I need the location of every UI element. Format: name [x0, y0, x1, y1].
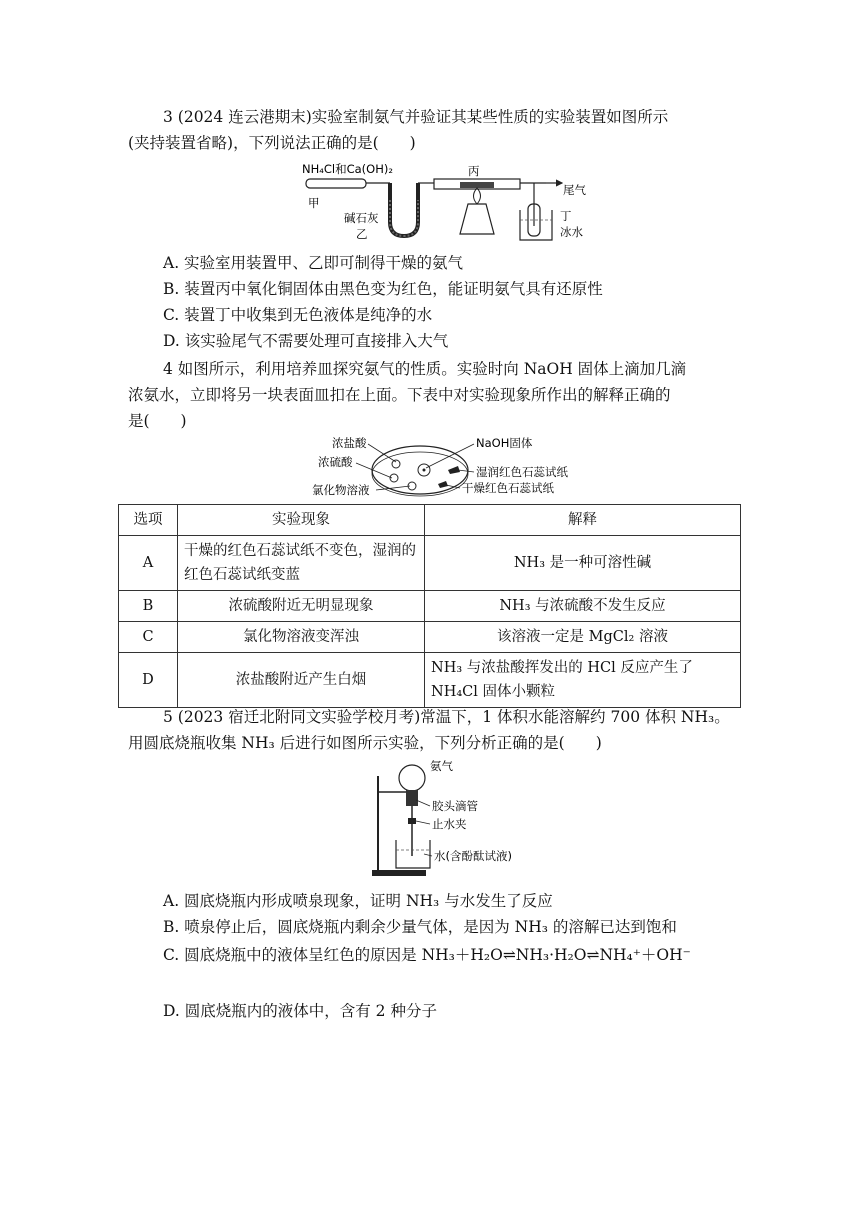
q4-label-naoh: NaOH固体 [476, 436, 533, 450]
q3-label-reagent: NH₄Cl和Ca(OH)₂ [302, 162, 393, 176]
q3-label-ding: 丁 [560, 209, 572, 223]
row-phenomenon: 浓盐酸附近产生白烟 [178, 653, 425, 708]
q3-apparatus-diagram [298, 160, 618, 246]
q5-label-water: 水(含酚酞试液) [434, 849, 512, 863]
q5-stem-line1: 5 (2023 宿迁北附同文实验学校月考)常温下，1 体积水能溶解约 700 体积 NH₃。 [163, 708, 730, 726]
row-explanation: NH₃ 与浓硫酸不发生反应 [425, 591, 741, 622]
q5-option-a[interactable]: A. 圆底烧瓶内形成喷泉现象，证明 NH₃ 与水发生了反应 [163, 892, 553, 910]
q5-clamp-shape [408, 818, 416, 824]
q3-label-yi: 乙 [356, 227, 368, 241]
row-option: D [119, 653, 178, 708]
table-header-option: 选项 [119, 505, 178, 536]
row-phenomenon: 干燥的红色石蕊试纸不变色，湿润的红色石蕊试纸变蓝 [178, 536, 425, 591]
row-explanation: NH₃ 是一种可溶性碱 [425, 536, 741, 591]
q3-test-tube [306, 179, 366, 188]
q3-stem-line1: 3 (2024 连云港期末)实验室制氨气并验证其某些性质的实验装置如图所示 [163, 108, 669, 126]
q3-option-a[interactable]: A. 实验室用装置甲、乙即可制得干燥的氨气 [163, 254, 464, 272]
q4-stem-line3: 是( ) [128, 412, 187, 430]
q5-round-bottom-flask [399, 765, 425, 791]
q3-stem-line2: (夹持装置省略)，下列说法正确的是( ) [128, 134, 416, 152]
q4-stem-line1: 4 如图所示，利用培养皿探究氨气的性质。实验时向 NaOH 固体上滴加几滴 [163, 360, 687, 378]
q3-alcohol-lamp [460, 204, 494, 234]
q4-label-wet-paper: 湿润红色石蕊试纸 [476, 465, 568, 479]
q3-label-tail: 尾气 [563, 183, 586, 197]
q4-label-conc-h2so4: 浓硫酸 [318, 455, 353, 469]
q5-stopper [406, 790, 418, 806]
q4-petri-dish-diagram [310, 434, 600, 500]
row-phenomenon: 浓硫酸附近无明显现象 [178, 591, 425, 622]
q5-label-clamp: 止水夹 [432, 817, 467, 831]
table-header-row [119, 505, 741, 536]
q3-option-c[interactable]: C. 装置丁中收集到无色液体是纯净的水 [163, 306, 433, 324]
table-header-phenomenon: 实验现象 [178, 505, 425, 536]
table-header-explanation: 解释 [425, 505, 741, 536]
q5-option-b[interactable]: B. 喷泉停止后，圆底烧瓶内剩余少量气体，是因为 NH₃ 的溶解已达到饱和 [163, 918, 677, 936]
q3-option-d[interactable]: D. 该实验尾气不需要处理可直接排入大气 [163, 332, 449, 350]
q3-label-bing: 丙 [468, 164, 480, 178]
q3-label-lime: 碱石灰 [344, 211, 379, 225]
q4-label-dry-paper: 干燥红色石蕊试纸 [462, 481, 554, 495]
q5-iron-stand-base [372, 870, 426, 876]
q5-option-c[interactable]: C. 圆底烧瓶中的液体呈红色的原因是 NH₃＋H₂O⇌NH₃·H₂O⇌NH₄⁺＋OH⁻ [163, 946, 691, 964]
q4-label-conc-hcl: 浓盐酸 [332, 436, 367, 450]
q5-label-ammonia: 氨气 [430, 759, 453, 773]
row-option: A [119, 536, 178, 591]
row-explanation: NH₃ 与浓盐酸挥发出的 HCl 反应产生了NH₄Cl 固体小颗粒 [425, 653, 741, 708]
q3-label-ice: 冰水 [560, 225, 583, 239]
table-row [119, 536, 741, 591]
row-option: C [119, 622, 178, 653]
q5-label-dropper: 胶头滴管 [432, 799, 478, 813]
table-row [119, 591, 741, 622]
q4-answer-table [118, 504, 741, 708]
table-row [119, 622, 741, 653]
q5-fountain-diagram [366, 756, 546, 880]
row-option: B [119, 591, 178, 622]
q5-option-d[interactable]: D. 圆底烧瓶内的液体中，含有 2 种分子 [163, 1002, 437, 1020]
table-row [119, 653, 741, 708]
q4-label-chloride: 氯化物溶液 [312, 483, 370, 497]
q3-label-jia: 甲 [308, 196, 320, 210]
row-phenomenon: 氯化物溶液变浑浊 [178, 622, 425, 653]
row-explanation: 该溶液一定是 MgCl₂ 溶液 [425, 622, 741, 653]
q3-option-b[interactable]: B. 装置丙中氧化铜固体由黑色变为红色，能证明氨气具有还原性 [163, 280, 603, 298]
q5-stem-line2: 用圆底烧瓶收集 NH₃ 后进行如图所示实验，下列分析正确的是( ) [128, 734, 602, 752]
q4-stem-line2: 浓氨水，立即将另一块表面皿扣在上面。下表中对实验现象所作出的解释正确的 [128, 386, 671, 404]
